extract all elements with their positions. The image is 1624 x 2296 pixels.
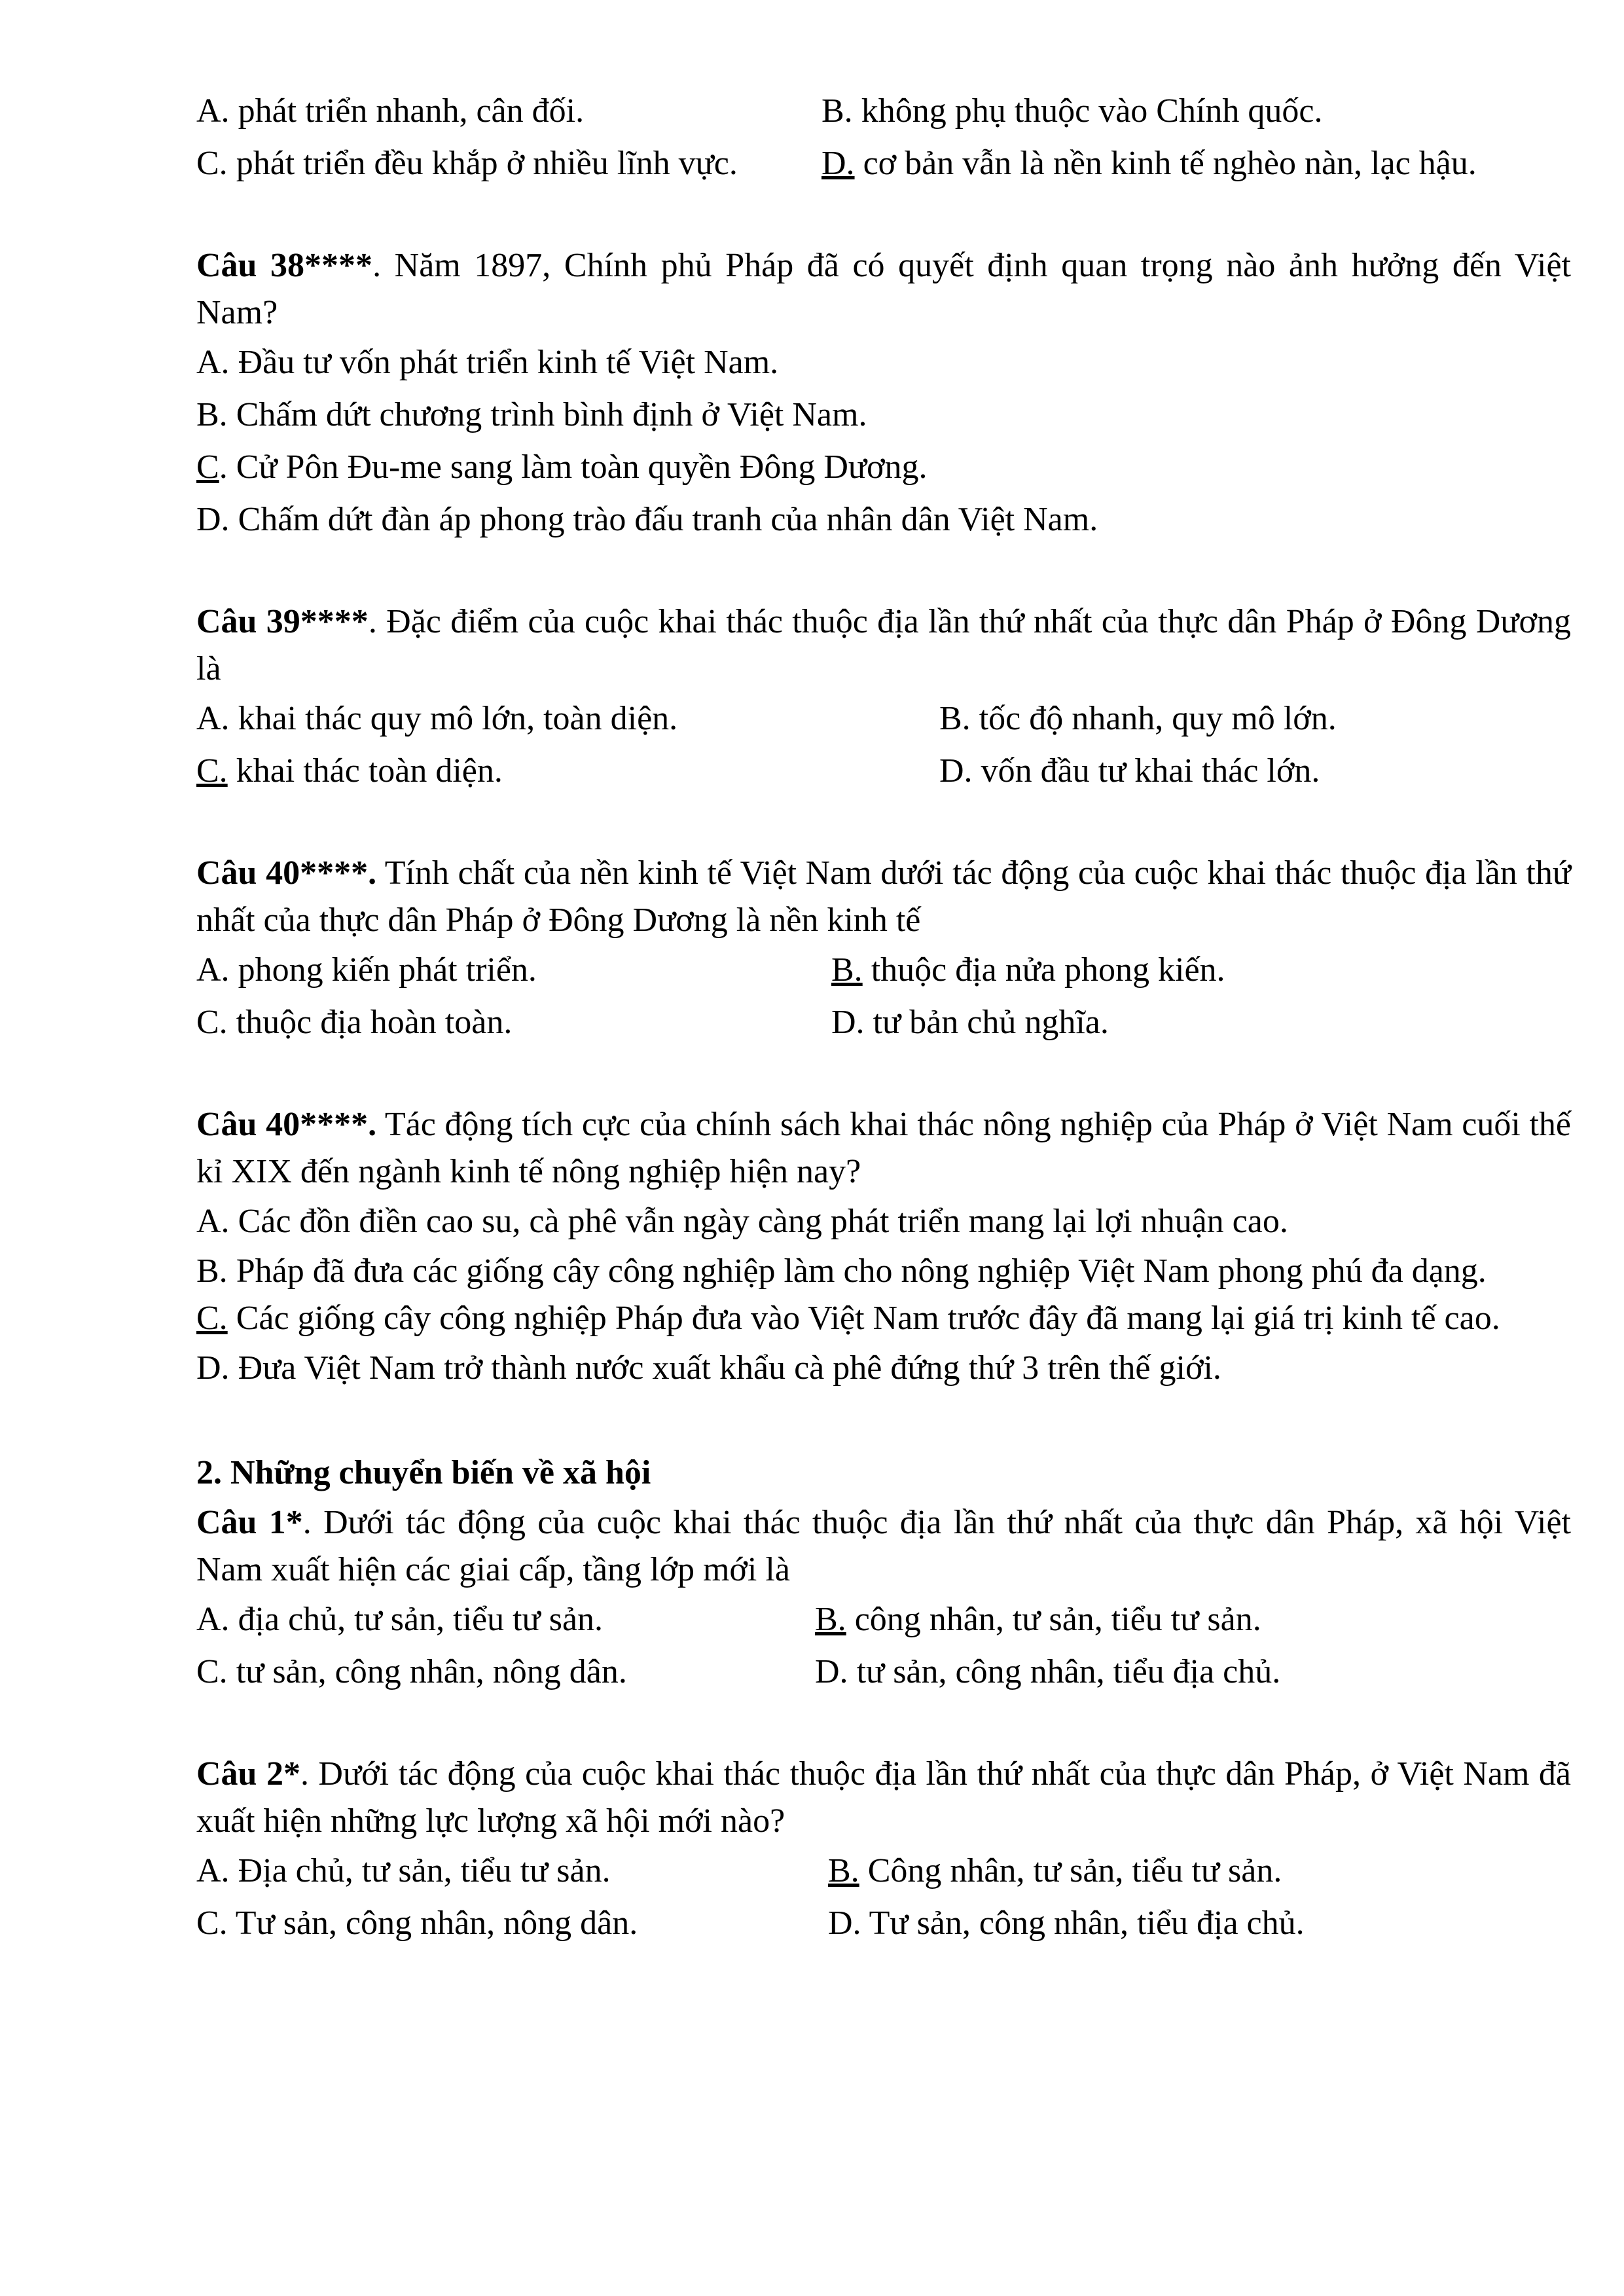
question-stem: Câu 40****. Tính chất của nền kinh tế Việt Nam dưới tác động của cuộc khai thác thuộc địa lần thứ nhất của thực dân Pháp ở Đông Dương là nền kinh tế bbox=[196, 854, 1571, 939]
option-row bbox=[196, 137, 1571, 190]
option-row bbox=[196, 1646, 1571, 1698]
option-d: D. tư sản, công nhân, tiểu địa chủ. bbox=[815, 1653, 1281, 1690]
question-40-b bbox=[196, 1101, 1571, 1394]
option-d: D. Chấm dứt đàn áp phong trào đấu tranh của nhân dân Việt Nam. bbox=[196, 501, 1098, 538]
option-a: A. khai thác quy mô lớn, toàn diện. bbox=[196, 700, 678, 737]
question-39 bbox=[196, 598, 1571, 797]
question-stem: Câu 2*. Dưới tác động của cuộc khai thác thuộc địa lần thứ nhất của thực dân Pháp, ở Việt Nam đã xuất hiện những lực lượng xã hội mới nào? bbox=[196, 1755, 1571, 1840]
option-b: B. Chấm dứt chương trình bình định ở Việt Nam. bbox=[196, 396, 867, 433]
question-stem: Câu 40****. Tác động tích cực của chính sách khai thác nông nghiệp của Pháp ở Việt Nam cuối thế kỉ XIX đến ngành kinh tế nông nghiệp hiện nay? bbox=[196, 1106, 1571, 1190]
document-page bbox=[196, 85, 1571, 1950]
option-a: A. Địa chủ, tư sản, tiểu tư sản. bbox=[196, 1852, 611, 1889]
option-c: C. thuộc địa hoàn toàn. bbox=[196, 1004, 513, 1041]
question-stem: Câu 39****. Đặc điểm của cuộc khai thác thuộc địa lần thứ nhất của thực dân Pháp ở Đông Dương là bbox=[196, 603, 1571, 687]
section2-question-1 bbox=[196, 1499, 1571, 1698]
question-37-options bbox=[196, 85, 1571, 190]
option-d-correct: D. cơ bản vẫn là nền kinh tế nghèo nàn, lạc hậu. bbox=[821, 145, 1477, 182]
option-b: B. Pháp đã đưa các giống cây công nghiệp làm cho nông nghiệp Việt Nam phong phú đa dạng. bbox=[196, 1252, 1487, 1290]
question-stem: Câu 1*. Dưới tác động của cuộc khai thác thuộc địa lần thứ nhất của thực dân Pháp, xã hội Việt Nam xuất hiện các giai cấp, tầng lớp mới là bbox=[196, 1504, 1571, 1588]
option-b-correct: B. thuộc địa nửa phong kiến. bbox=[831, 951, 1225, 989]
option-b: B. tốc độ nhanh, quy mô lớn. bbox=[939, 700, 1337, 737]
option-row bbox=[196, 996, 1571, 1049]
option-a: A. Các đồn điền cao su, cà phê vẫn ngày càng phát triển mang lại lợi nhuận cao. bbox=[196, 1203, 1288, 1240]
option-row bbox=[196, 1897, 1571, 1950]
option-row bbox=[196, 1845, 1571, 1897]
option-b-correct: B. Công nhân, tư sản, tiểu tư sản. bbox=[828, 1852, 1282, 1889]
option-b: B. không phụ thuộc vào Chính quốc. bbox=[821, 92, 1323, 130]
option-a: A. phát triển nhanh, cân đối. bbox=[196, 92, 585, 130]
option-d: D. tư bản chủ nghĩa. bbox=[831, 1004, 1109, 1041]
section2-question-2 bbox=[196, 1751, 1571, 1950]
question-38 bbox=[196, 242, 1571, 546]
option-c-correct: C. khai thác toàn diện. bbox=[196, 752, 503, 790]
option-row bbox=[196, 745, 1571, 797]
option-c-correct: C. Các giống cây công nghiệp Pháp đưa vào Việt Nam trước đây đã mang lại giá trị kinh tế cao. bbox=[196, 1300, 1500, 1337]
option-c: C. Tư sản, công nhân, nông dân. bbox=[196, 1904, 638, 1942]
option-c: C. tư sản, công nhân, nông dân. bbox=[196, 1653, 627, 1690]
option-a: A. phong kiến phát triển. bbox=[196, 951, 537, 989]
option-a: A. địa chủ, tư sản, tiểu tư sản. bbox=[196, 1601, 604, 1638]
option-c: C. phát triển đều khắp ở nhiều lĩnh vực. bbox=[196, 145, 738, 182]
option-row bbox=[196, 1594, 1571, 1646]
question-40-a bbox=[196, 850, 1571, 1049]
option-d: D. Đưa Việt Nam trở thành nước xuất khẩu cà phê đứng thứ 3 trên thế giới. bbox=[196, 1349, 1221, 1387]
option-row bbox=[196, 85, 1571, 137]
question-stem: Câu 38****. Năm 1897, Chính phủ Pháp đã có quyết định quan trọng nào ảnh hưởng đến Việt Nam? bbox=[196, 247, 1571, 331]
option-a: A. Đầu tư vốn phát triển kinh tế Việt Nam. bbox=[196, 344, 779, 381]
section-heading: 2. Những chuyển biến về xã hội bbox=[196, 1454, 651, 1491]
option-c-correct: C. Cử Pôn Đu-me sang làm toàn quyền Đông Dương. bbox=[196, 448, 928, 486]
option-b-correct: B. công nhân, tư sản, tiểu tư sản. bbox=[815, 1601, 1261, 1638]
option-d: D. vốn đầu tư khai thác lớn. bbox=[939, 752, 1320, 790]
option-d: D. Tư sản, công nhân, tiểu địa chủ. bbox=[828, 1904, 1305, 1942]
option-row bbox=[196, 693, 1571, 745]
option-row bbox=[196, 944, 1571, 996]
